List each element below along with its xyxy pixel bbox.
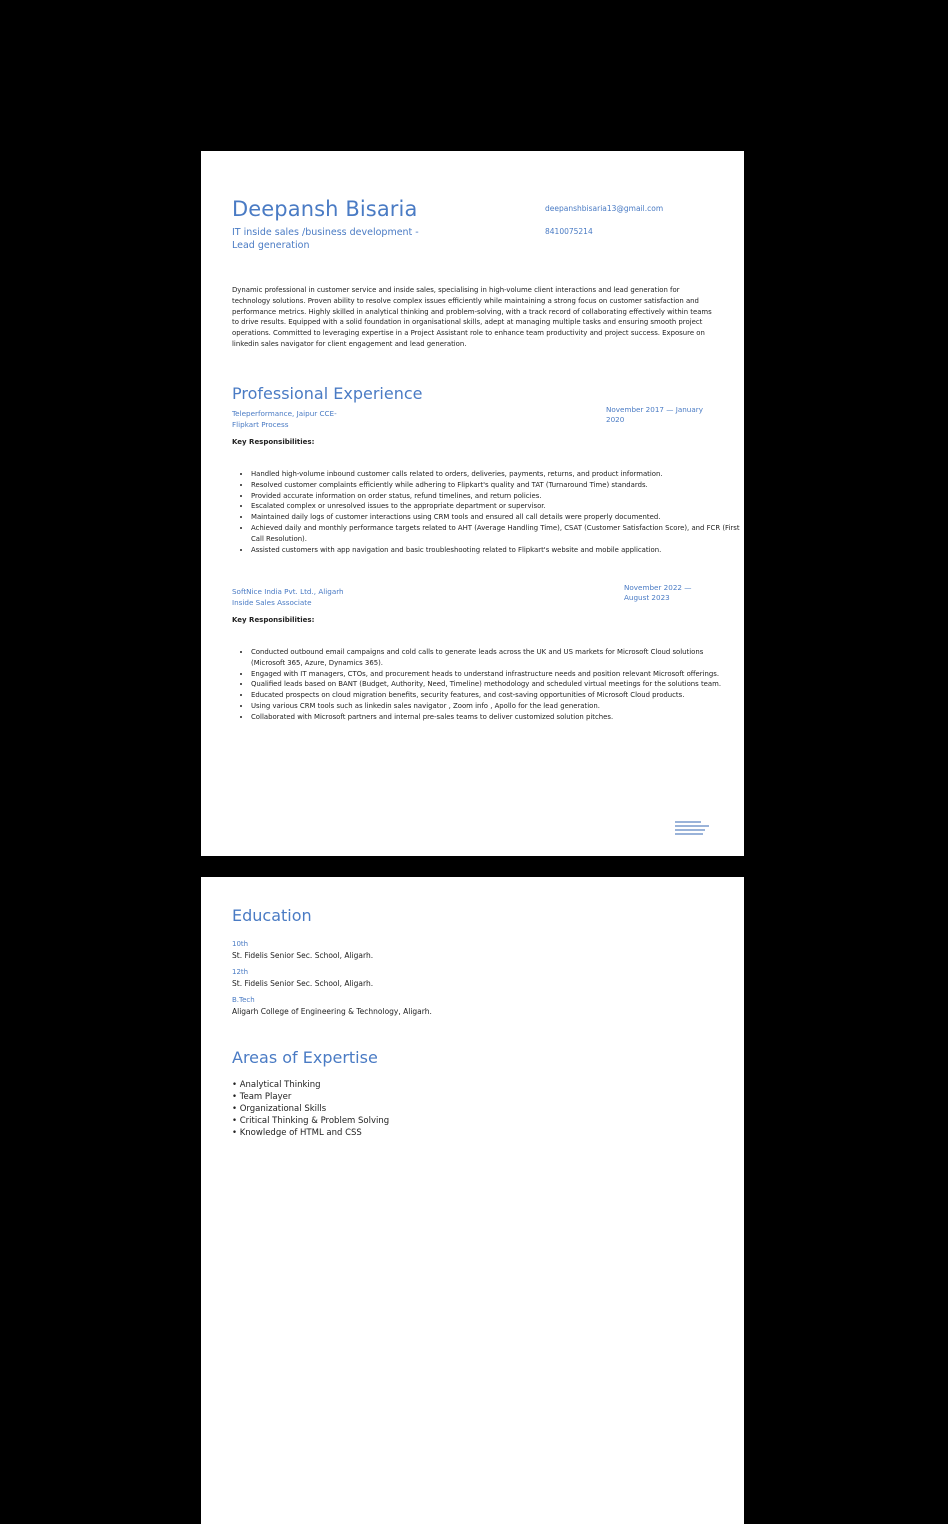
list-item: • Qualified leads based on BANT (Budget, Authority, Need, Timeline) methodology and scheduled virtual meetings for the solutions team.: [251, 679, 735, 690]
list-item: • Conducted outbound email campaigns and cold calls to generate leads across the UK and US markets for Microsoft Cloud solutions (Microsoft 365, Azure, Dynamics 365).: [251, 647, 735, 669]
list-item: • Team Player: [232, 1091, 389, 1103]
list-item: • Engaged with IT managers, CTOs, and procurement heads to understand infrastructure needs and position relevant Microsoft offerings.: [251, 669, 735, 680]
candidate-name: Deepansh Bisaria: [232, 197, 418, 221]
education-school: Aligarh College of Engineering & Technology, Aligarh.: [232, 1007, 432, 1016]
education-school: St. Fidelis Senior Sec. School, Aligarh.: [232, 951, 374, 960]
list-item: • Critical Thinking & Problem Solving: [232, 1115, 389, 1127]
job-2-company: SoftNice India Pvt. Ltd., Aligarh: [232, 587, 344, 596]
list-item: • Using various CRM tools such as linkedin sales navigator , Zoom info , Apollo for the lead generation.: [251, 701, 735, 712]
job-1-company: Teleperformance, Jaipur CCE-: [232, 409, 337, 418]
list-item: • Handled high-volume inbound customer calls related to orders, deliveries, payments, returns, and product information.: [251, 469, 745, 480]
job-1-dates: November 2017 — January 2020: [606, 405, 703, 424]
list-item: • Resolved customer complaints efficiently while adhering to Flipkart's quality and TAT (Turnaround Time) standards.: [251, 480, 745, 491]
list-item: • Escalated complex or unresolved issues to the appropriate department or supervisor.: [251, 501, 745, 512]
list-item: • Achieved daily and monthly performance targets related to AHT (Average Handling Time), CSAT (Customer Satisfaction Score), and FCR (First Call Resolution).: [251, 523, 745, 545]
job-1-role: Flipkart Process: [232, 420, 289, 429]
email-link[interactable]: deepanshbisaria13@gmail.com: [545, 204, 664, 213]
list-item: • Collaborated with Microsoft partners and internal pre-sales teams to deliver customized solution pitches.: [251, 712, 735, 723]
job-2-responsibilities: [232, 647, 735, 723]
list-item: • Knowledge of HTML and CSS: [232, 1127, 389, 1139]
education-level: 12th: [232, 968, 249, 976]
list-item: • Educated prospects on cloud migration benefits, security features, and cost-saving opportunities of Microsoft Cloud products.: [251, 690, 735, 701]
professional-summary: Dynamic professional in customer service and inside sales, specialising in high-volume client interactions and lead generation for technology solutions. Proven ability to resolve complex issues efficiently while maintaining a strong focus on customer satisfaction and performance metrics. Highly skilled in analytical thinking and problem-solving, with a track record of collaborating effectively within teams to drive results. Equipped with a solid foundation in organisational skills, adept at managing multiple tasks and ensuring smooth project operations. Committed to leveraging expertise in a Project Assistant role to enhance team productivity and project success. Exposure on linkedin sales navigator for client engagement and lead generation.: [232, 286, 712, 348]
list-item: • Provided accurate information on order status, refund timelines, and return policies.: [251, 491, 745, 502]
job-2-dates: November 2022 — August 2023: [624, 583, 692, 602]
job-2-role: Inside Sales Associate: [232, 598, 312, 607]
education-heading: Education: [232, 906, 312, 925]
list-item: • Analytical Thinking: [232, 1079, 389, 1091]
job-2-resp-label: Key Responsibilities:: [232, 616, 315, 624]
job-1-resp-label: Key Responsibilities:: [232, 438, 315, 446]
expertise-list: [232, 1079, 389, 1139]
job-1-responsibilities: [232, 469, 745, 555]
resume-page-2: [201, 877, 744, 1524]
experience-heading: Professional Experience: [232, 384, 423, 403]
expertise-heading: Areas of Expertise: [232, 1048, 378, 1067]
education-level: B.Tech: [232, 996, 255, 1004]
education-level: 10th: [232, 940, 249, 948]
list-item: • Maintained daily logs of customer interactions using CRM tools and ensured all call details were properly documented.: [251, 512, 745, 523]
list-item: • Organizational Skills: [232, 1103, 389, 1115]
phone-number: 8410075214: [545, 227, 593, 236]
candidate-role: IT inside sales /business development -Lead generation: [232, 227, 419, 251]
resume-page-1: [201, 151, 744, 856]
list-item: • Assisted customers with app navigation and basic troubleshooting related to Flipkart's website and mobile application.: [251, 545, 745, 556]
education-school: St. Fidelis Senior Sec. School, Aligarh.: [232, 979, 374, 988]
